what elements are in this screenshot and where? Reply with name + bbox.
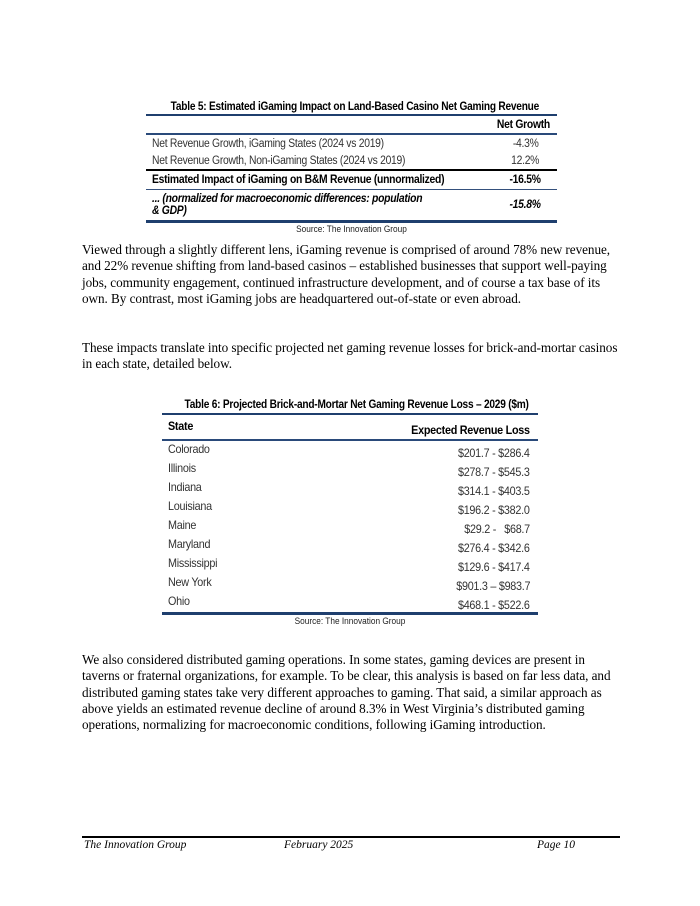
state-cell: Illinois bbox=[168, 461, 196, 475]
table-row bbox=[162, 517, 538, 536]
state-cell: Colorado bbox=[168, 442, 210, 456]
row-label: ... (normalized for macroeconomic differences: population & GDP) bbox=[152, 193, 423, 217]
footer-date: February 2025 bbox=[284, 839, 354, 851]
state-cell: Ohio bbox=[168, 594, 190, 608]
paragraph-projected-losses-intro: These impacts translate into specific projected net gaming revenue losses for brick-and-mortar casinos in each state, detailed below. bbox=[82, 340, 618, 372]
row-value: -16.5% bbox=[509, 174, 541, 186]
footer-page-number: Page 10 bbox=[537, 839, 576, 851]
table-row-normalized bbox=[146, 190, 557, 220]
table-6-source: Source: The Innovation Group bbox=[294, 616, 406, 626]
table-row-total bbox=[146, 171, 557, 189]
table-row bbox=[162, 498, 538, 517]
loss-cell: $29.2 - $68.7 bbox=[464, 522, 530, 536]
table-6-projected-revenue-loss bbox=[162, 398, 538, 626]
paragraph-distributed-gaming: We also considered distributed gaming operations. In some states, gaming devices are present in taverns or fraternal organizations, for example. To be clear, this analysis is based on far less data, and distributed gaming states take very different approaches to gaming. That said, a similar approach as above yields an estimated revenue decline of around 8.3% in West Virginia’s distributed gaming operations, normalizing for macroeconomic conditions, following iGaming introduction. bbox=[82, 652, 611, 733]
loss-cell: $314.1 - $403.5 bbox=[458, 484, 530, 498]
table-row bbox=[162, 593, 538, 612]
row-label: Net Revenue Growth, Non-iGaming States (2024 vs 2019) bbox=[152, 154, 406, 167]
loss-cell: $468.1 - $522.6 bbox=[458, 598, 530, 612]
state-cell: Indiana bbox=[168, 480, 202, 494]
table-5-title: Table 5: Estimated iGaming Impact on Land-Based Casino Net Gaming Revenue bbox=[170, 101, 540, 113]
table-6-title: Table 6: Projected Brick-and-Mortar Net Gaming Revenue Loss – 2029 ($m) bbox=[184, 399, 529, 411]
loss-cell: $278.7 - $545.3 bbox=[458, 465, 530, 479]
row-value: -4.3% bbox=[513, 137, 539, 150]
state-cell: New York bbox=[168, 575, 212, 589]
loss-cell: $201.7 - $286.4 bbox=[458, 446, 530, 460]
table-5-igaming-impact bbox=[146, 100, 557, 234]
footer-rule bbox=[82, 836, 620, 838]
state-cell: Louisiana bbox=[168, 499, 212, 513]
column-header-net-growth: Net Growth bbox=[496, 118, 550, 131]
row-value: -15.8% bbox=[509, 199, 541, 211]
loss-cell: $901.3 – $983.7 bbox=[455, 579, 530, 593]
table-row bbox=[162, 555, 538, 574]
table-row bbox=[146, 135, 557, 152]
column-header-expected-revenue-loss: Expected Revenue Loss bbox=[411, 423, 530, 437]
loss-cell: $196.2 - $382.0 bbox=[458, 503, 530, 517]
table-header-row bbox=[146, 116, 557, 133]
table-row bbox=[162, 574, 538, 593]
loss-cell: $129.6 - $417.4 bbox=[458, 560, 530, 574]
table-row bbox=[162, 460, 538, 479]
table-rule bbox=[146, 220, 557, 223]
state-cell: Mississippi bbox=[168, 556, 218, 570]
row-label: Net Revenue Growth, iGaming States (2024 vs 2019) bbox=[152, 137, 384, 150]
row-value: 12.2% bbox=[511, 154, 539, 167]
paragraph-igaming-revenue-composition: Viewed through a slightly different lens, iGaming revenue is comprised of around 78% new revenue, and 22% revenue shifting from land-based casinos – established businesses that support well-paying jobs, community engagement, continued infrastructure development, and of course a tax base of its own. By contrast, most iGaming jobs are headquartered out-of-state or even abroad. bbox=[82, 242, 611, 306]
table-5-source: Source: The Innovation Group bbox=[296, 224, 407, 234]
table-row bbox=[162, 479, 538, 498]
table-row bbox=[162, 536, 538, 555]
footer-organization: The Innovation Group bbox=[84, 839, 187, 851]
table-row bbox=[146, 152, 557, 169]
state-cell: Maine bbox=[168, 518, 197, 532]
row-label: Estimated Impact of iGaming on B&M Revenue (unnormalized) bbox=[152, 174, 445, 186]
table-rule bbox=[162, 612, 538, 615]
table-row bbox=[162, 441, 538, 460]
column-header-state: State bbox=[168, 419, 194, 433]
table-header-row bbox=[162, 415, 538, 439]
loss-cell: $276.4 - $342.6 bbox=[458, 541, 530, 555]
state-cell: Maryland bbox=[168, 537, 211, 551]
